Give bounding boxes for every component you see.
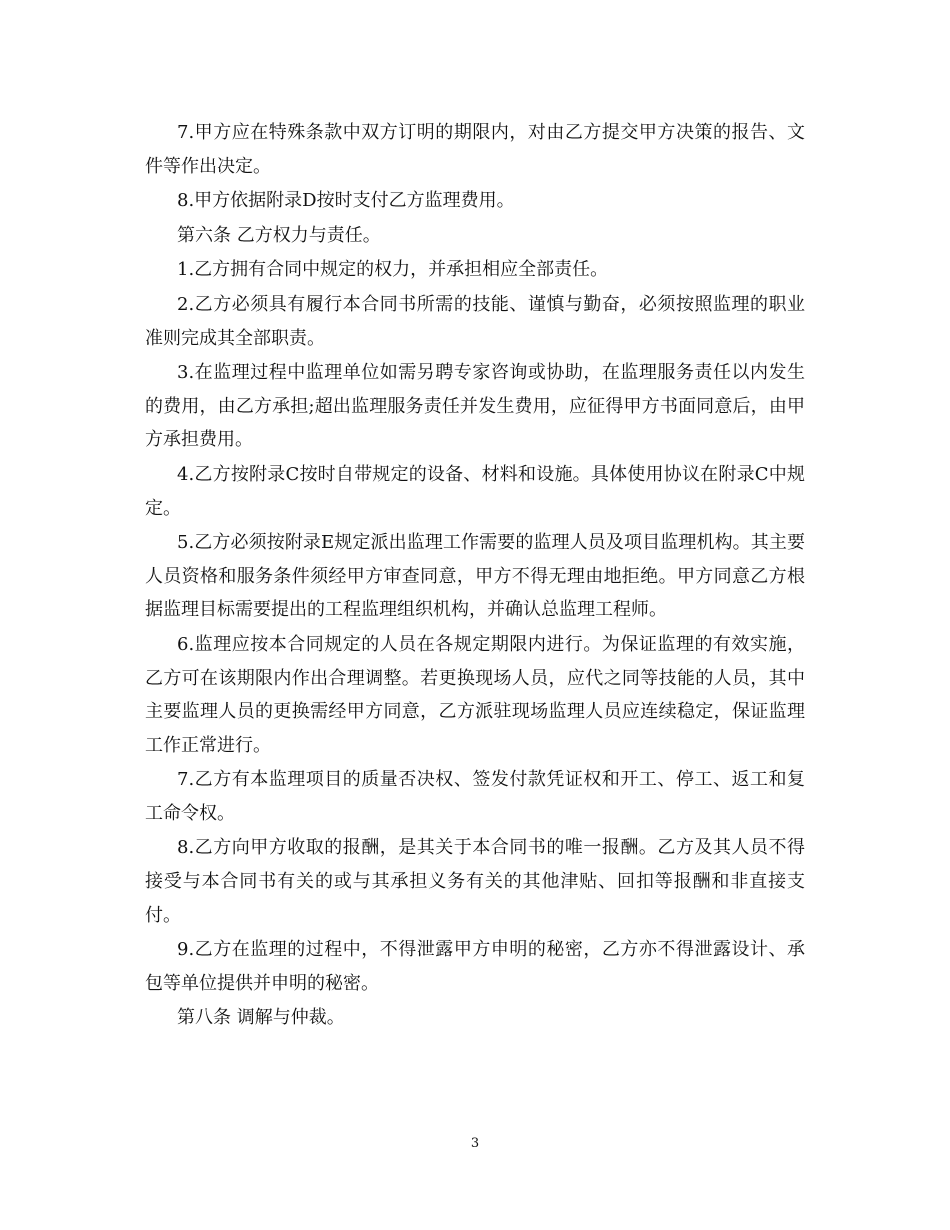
paragraph-clause-6-5: 5.乙方必须按附录E规定派出监理工作需要的监理人员及项目监理机构。其主要人员资格和服务条件须经甲方审查同意，甲方不得无理由地拒绝。甲方同意乙方根据监理目标需要提出的工程监理组织机构，并确认总监理工程师。 (145, 532, 805, 621)
paragraph-clause-6-6: 6.监理应按本合同规定的人员在各规定期限内进行。为保证监理的有效实施，乙方可在该期限内作出合理调整。若更换现场人员，应代之同等技能的人员，其中主要监理人员的更换需经甲方同意，乙方派驻现场监理人员应连续稳定，保证监理工作正常进行。 (145, 633, 805, 756)
paragraph-clause-6-7: 7.乙方有本监理项目的质量否决权、签发付款凭证权和开工、停工、返工和复工命令权。 (145, 769, 805, 824)
paragraph-clause-5-8: 8.甲方依据附录D按时支付乙方监理费用。 (177, 190, 515, 212)
paragraph-clause-6-4: 4.乙方按附录C按时自带规定的设备、材料和设施。具体使用协议在附录C中规定。 (145, 463, 805, 519)
paragraph-clause-6-9: 9.乙方在监理的过程中，不得泄露甲方申明的秘密，乙方亦不得泄露设计、承包等单位提供并申明的秘密。 (145, 939, 805, 994)
article-6-heading: 第六条 乙方权力与责任。 (177, 224, 381, 246)
paragraph-clause-6-8: 8.乙方向甲方收取的报酬，是其关于本合同书的唯一报酬。乙方及其人员不得接受与本合同书有关的或与其承担义务有关的其他津贴、回扣等报酬和非直接支付。 (145, 837, 805, 926)
paragraph-clause-6-2: 2.乙方必须具有履行本合同书所需的技能、谨慎与勤奋，必须按照监理的职业准则完成其全部职责。 (145, 293, 805, 349)
article-8-heading: 第八条 调解与仲裁。 (177, 1007, 345, 1029)
paragraph-clause-5-7: 7.甲方应在特殊条款中双方订明的期限内，对由乙方提交甲方决策的报告、文件等作出决定。 (145, 122, 805, 177)
paragraph-clause-6-1: 1.乙方拥有合同中规定的权力，并承担相应全部责任。 (177, 259, 609, 281)
paragraph-clause-6-3: 3.在监理过程中监理单位如需另聘专家咨询或协助，在监理服务责任以内发生的费用，由乙方承担;超出监理服务责任并发生费用，应征得甲方书面同意后，由甲方承担费用。 (145, 362, 805, 451)
document-body (145, 116, 805, 1036)
page-number: 3 (470, 1136, 480, 1151)
